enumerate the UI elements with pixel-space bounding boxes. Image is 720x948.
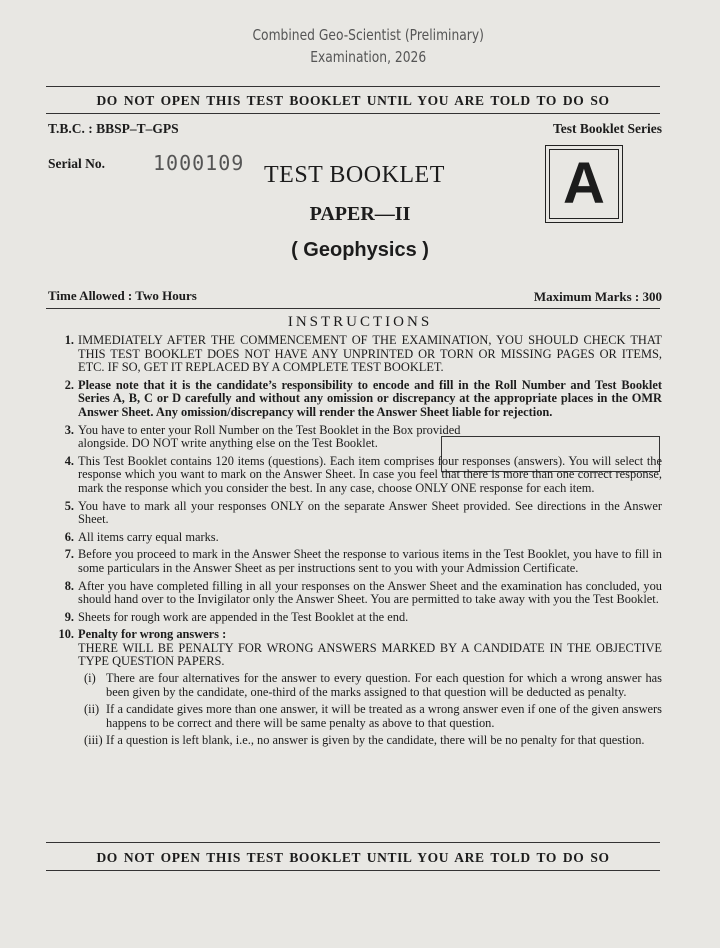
instruction-number: 5. <box>64 498 74 513</box>
instruction-number: 10. <box>58 627 74 642</box>
instructions-rule <box>46 308 660 309</box>
time-allowed: Time Allowed : Two Hours <box>48 288 197 303</box>
instruction-text: Please note that it is the candidate’s responsibility to encode and fill in the Roll Number and Test Booklet Series A, B, C or D carefully and without any omission or discrepancy at the appropriate places in the OMR Answer Sheet. Any omission/discrepancy will render the Answer Sheet liable for rejection. <box>78 377 662 419</box>
penalty-heading: Penalty for wrong answers : <box>78 627 227 642</box>
instruction-number: 8. <box>64 578 74 593</box>
instruction-item-penalty <box>52 628 662 752</box>
instruction-item <box>52 531 662 545</box>
instruction-item <box>52 548 662 575</box>
serial-label: Serial No. <box>48 156 105 171</box>
instruction-item <box>52 580 662 607</box>
penalty-rule <box>78 734 662 748</box>
penalty-section <box>78 628 662 752</box>
maximum-marks: Maximum Marks : 300 <box>533 289 662 304</box>
bottom-rule <box>46 842 660 843</box>
bottom-rule-lower <box>46 870 660 871</box>
instruction-number: 7. <box>64 547 74 562</box>
instruction-text: After you have completed filling in all your responses on the Answer Sheet and the examination has concluded, you should hand over to the Invigilator only the Answer Sheet. You are permitted to take away with you the Test Booklet. <box>78 578 662 607</box>
instructions-list <box>52 334 662 756</box>
paper-number: PAPER—II <box>309 203 411 225</box>
penalty-rule-number: (i) <box>84 671 96 686</box>
instruction-number: 3. <box>64 422 74 437</box>
instruction-number: 6. <box>64 529 74 544</box>
instruction-item <box>52 334 662 375</box>
instruction-text: All items carry equal marks. <box>78 529 219 544</box>
exam-name-stamp <box>65 24 655 68</box>
subject-title: ( Geophysics ) <box>291 239 429 261</box>
penalty-rule-text: If a question is left blank, i.e., no answer is given by the candidate, there will be no penalty for that question. <box>106 733 645 748</box>
series-label: Test Booklet Series <box>553 121 662 136</box>
instruction-text: Sheets for rough work are appended in the Test Booklet at the end. <box>78 609 409 624</box>
instruction-text: IMMEDIATELY AFTER THE COMMENCEMENT OF THE EXAMINATION, YOU SHOULD CHECK THAT THIS TEST BOOKLET DOES NOT HAVE ANY UNPRINTED OR TORN OR MISSING PAGES OR ITEMS, ETC. IF SO, GET IT REPLACED BY A COMPLETE TEST BOOKLET. <box>78 333 662 375</box>
instruction-text: You have to mark all your responses ONLY on the separate Answer Sheet provided. See directions in the Answer Sheet. <box>78 498 662 527</box>
instruction-item <box>52 611 662 625</box>
instruction-item <box>52 379 662 420</box>
instruction-item <box>52 455 662 496</box>
series-letter: A <box>549 149 619 219</box>
instruction-number: 4. <box>64 453 74 468</box>
top-rule <box>46 86 660 87</box>
serial-number: 1000109 <box>153 151 245 175</box>
instruction-number: 9. <box>64 609 74 624</box>
penalty-rule <box>78 703 662 730</box>
penalty-rule-text: If a candidate gives more than one answer, it will be treated as a wrong answer even if one of the given answers happens to be correct and there will be same penalty as above to that question. <box>106 702 662 730</box>
penalty-rule <box>78 672 662 699</box>
top-warning-banner: DO NOT OPEN THIS TEST BOOKLET UNTIL YOU ARE TOLD TO DO SO <box>96 93 610 108</box>
exam-name-line1: Combined Geo-Scientist (Preliminary) <box>252 26 484 44</box>
instruction-text: This Test Booklet contains 120 items (questions). Each item comprises four responses (answers). You will select the response which you want to mark on the Answer Sheet. In case you feel that there is more than one correct response, mark the response which you consider the best. In any case, choose ONLY ONE response for each item. <box>78 453 662 495</box>
instruction-text: Before you proceed to mark in the Answer Sheet the response to various items in the Test Booklet, you have to fill in some particulars in the Answer Sheet as per instructions sent to you with your Admission Certificate. <box>78 547 662 575</box>
bottom-warning-banner: DO NOT OPEN THIS TEST BOOKLET UNTIL YOU ARE TOLD TO DO SO <box>96 850 610 865</box>
instruction-item <box>52 424 662 451</box>
exam-name-line2: Examination, 2026 <box>310 48 427 66</box>
penalty-notice: THERE WILL BE PENALTY FOR WRONG ANSWERS MARKED BY A CANDIDATE IN THE OBJECTIVE TYPE QUESTION PAPERS. <box>78 640 662 669</box>
tbc-code: T.B.C. : BBSP–T–GPS <box>48 121 179 136</box>
instruction-item <box>52 500 662 527</box>
instruction-number: 1. <box>64 333 74 347</box>
instruction-number: 2. <box>64 377 74 392</box>
penalty-rule-number: (iii) <box>84 733 103 748</box>
penalty-rule-number: (ii) <box>84 702 100 717</box>
booklet-title: TEST BOOKLET <box>264 162 445 188</box>
instructions-heading: INSTRUCTIONS <box>287 314 433 330</box>
top-rule-lower <box>46 113 660 114</box>
penalty-rule-text: There are four alternatives for the answer to every question. For each question for which a wrong answer has been given by the candidate, one-third of the marks assigned to that question will be deducted as penalty. <box>106 671 662 699</box>
instruction-text: You have to enter your Roll Number on the Test Booklet in the Box provided alongside. DO NOT write anything else on the Test Booklet. <box>78 422 461 451</box>
